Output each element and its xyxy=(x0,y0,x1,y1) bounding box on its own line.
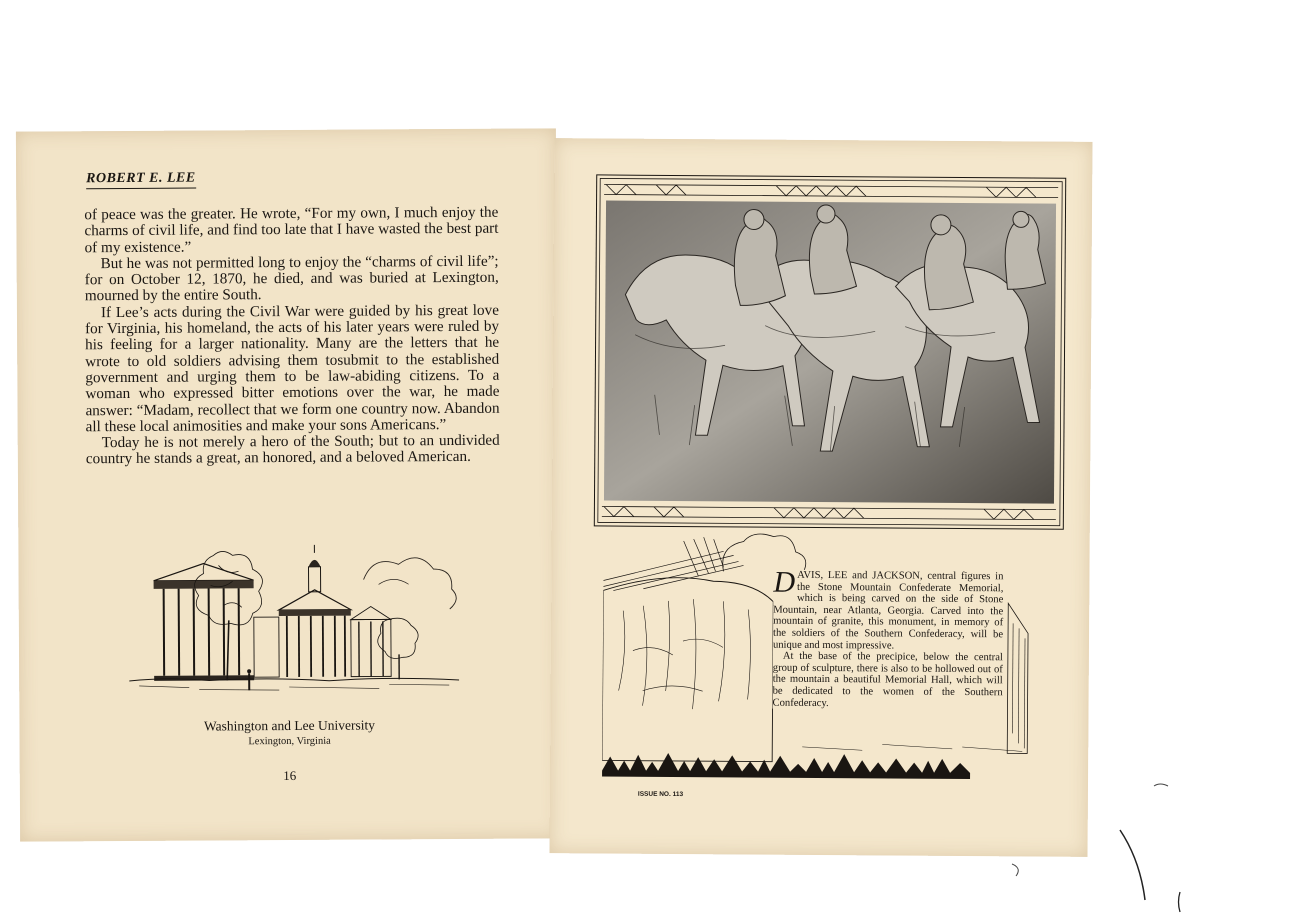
caption-paragraph-2: At the base of the precipice, below the central group of sculpture, there is also to be hollowed out of the mountain a beautiful Memorial Hall, which will be dedicated to the women of the Southern Confederacy. xyxy=(772,650,1003,709)
sculpture-photograph xyxy=(594,174,1066,529)
ornamental-border-top xyxy=(604,184,1058,197)
paragraph-2: But he was not permitted long to enjoy the “charms of civil life”; for on October 12, 1870, he died, and was buried at Lexington, mourned by the entire South. xyxy=(84,252,499,305)
paragraph-3: If Lee’s acts during the Civil War were guided by his great love for Virginia, his homeland, the acts of his later years were ruled by his feeling for a larger nationality. Many are the letters that he wrote to old soldiers advising them tosubmit to the established government and urging them to be law-abiding citizens. To a woman who expressed bitter emotions over the war, he made answer: “Madam, recollect that we form one country now. Abandon all these local animosities and make your sons Americans.” xyxy=(84,301,500,436)
page-number: 16 xyxy=(283,767,297,784)
washington-lee-university-illustration xyxy=(128,524,459,701)
right-page xyxy=(550,138,1093,857)
ornamental-border-bottom xyxy=(602,506,1056,519)
left-page xyxy=(16,128,560,841)
drop-cap: D xyxy=(773,565,796,599)
memorial-caption xyxy=(772,565,1004,711)
scan-mark xyxy=(1115,828,1155,908)
scan-mark xyxy=(1008,860,1028,880)
illustration-subcaption: Lexington, Virginia xyxy=(248,735,331,748)
body-text xyxy=(84,205,500,468)
scan-mark xyxy=(1152,780,1170,790)
running-head: ROBERT E. LEE xyxy=(86,171,196,190)
paragraph-1: of peace was the greater. He wrote, “For my own, I much enjoy the charms of civil life, and find too late that I have wasted the best part of my existence.” xyxy=(84,203,499,256)
issue-label: ISSUE NO. 113 xyxy=(637,790,684,799)
paragraph-4: Today he is not merely a hero of the South; but to an undivided country he stands a great, an honored, and a beloved American. xyxy=(85,431,500,468)
illustration-caption: Washington and Lee University xyxy=(203,717,376,734)
scan-mark xyxy=(1175,890,1185,915)
caption-paragraph-1: AVIS, LEE and JACKSON, central figures in the Stone Mountain Confederate Memorial, which is being carved on the side of Stone Mountain, near Atlanta, Georgia. Carved into the mountain of granite, this monument, in memory of the soldiers of the Southern Confederacy, will be unique and most impressive. xyxy=(772,569,1004,652)
